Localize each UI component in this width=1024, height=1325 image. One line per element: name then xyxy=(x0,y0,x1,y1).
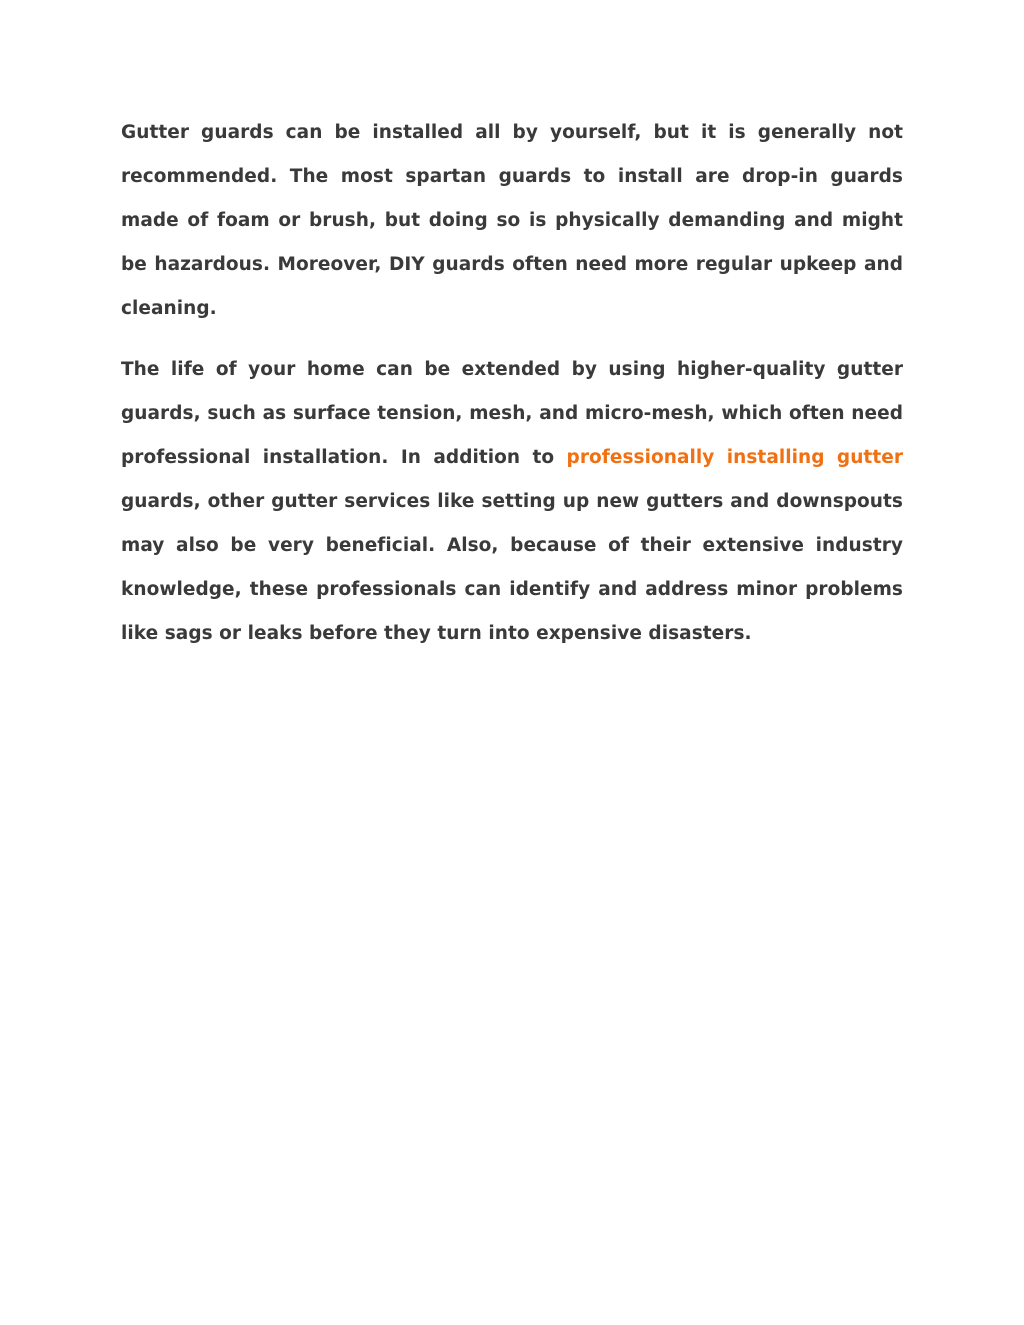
paragraph-diy-installation: Gutter guards can be installed all by yourself, but it is generally not recommended. The most spartan guards to install are drop-in guards made of foam or brush, but doing so is physically demanding and might be hazardous. Moreover, DIY guards often need more regular upkeep and cleaning. xyxy=(121,122,903,319)
professional-gutter-installation-link[interactable]: professionally installing gutter xyxy=(566,447,903,468)
paragraph-text-before-link: The life of your home can be extended by using higher-quality gutter guards, such as surface tension, mesh, and micro-mesh, which often need professional installation. In addition to xyxy=(121,359,903,468)
document-body xyxy=(121,111,903,656)
paragraph-professional-installation xyxy=(121,348,903,656)
paragraph-text-after-link: guards, other gutter services like setting up new gutters and downspouts may also be very beneficial. Also, because of their extensive industry knowledge, these professionals can identify and address minor problems like sags or leaks before they turn into expensive disasters. xyxy=(121,491,903,644)
